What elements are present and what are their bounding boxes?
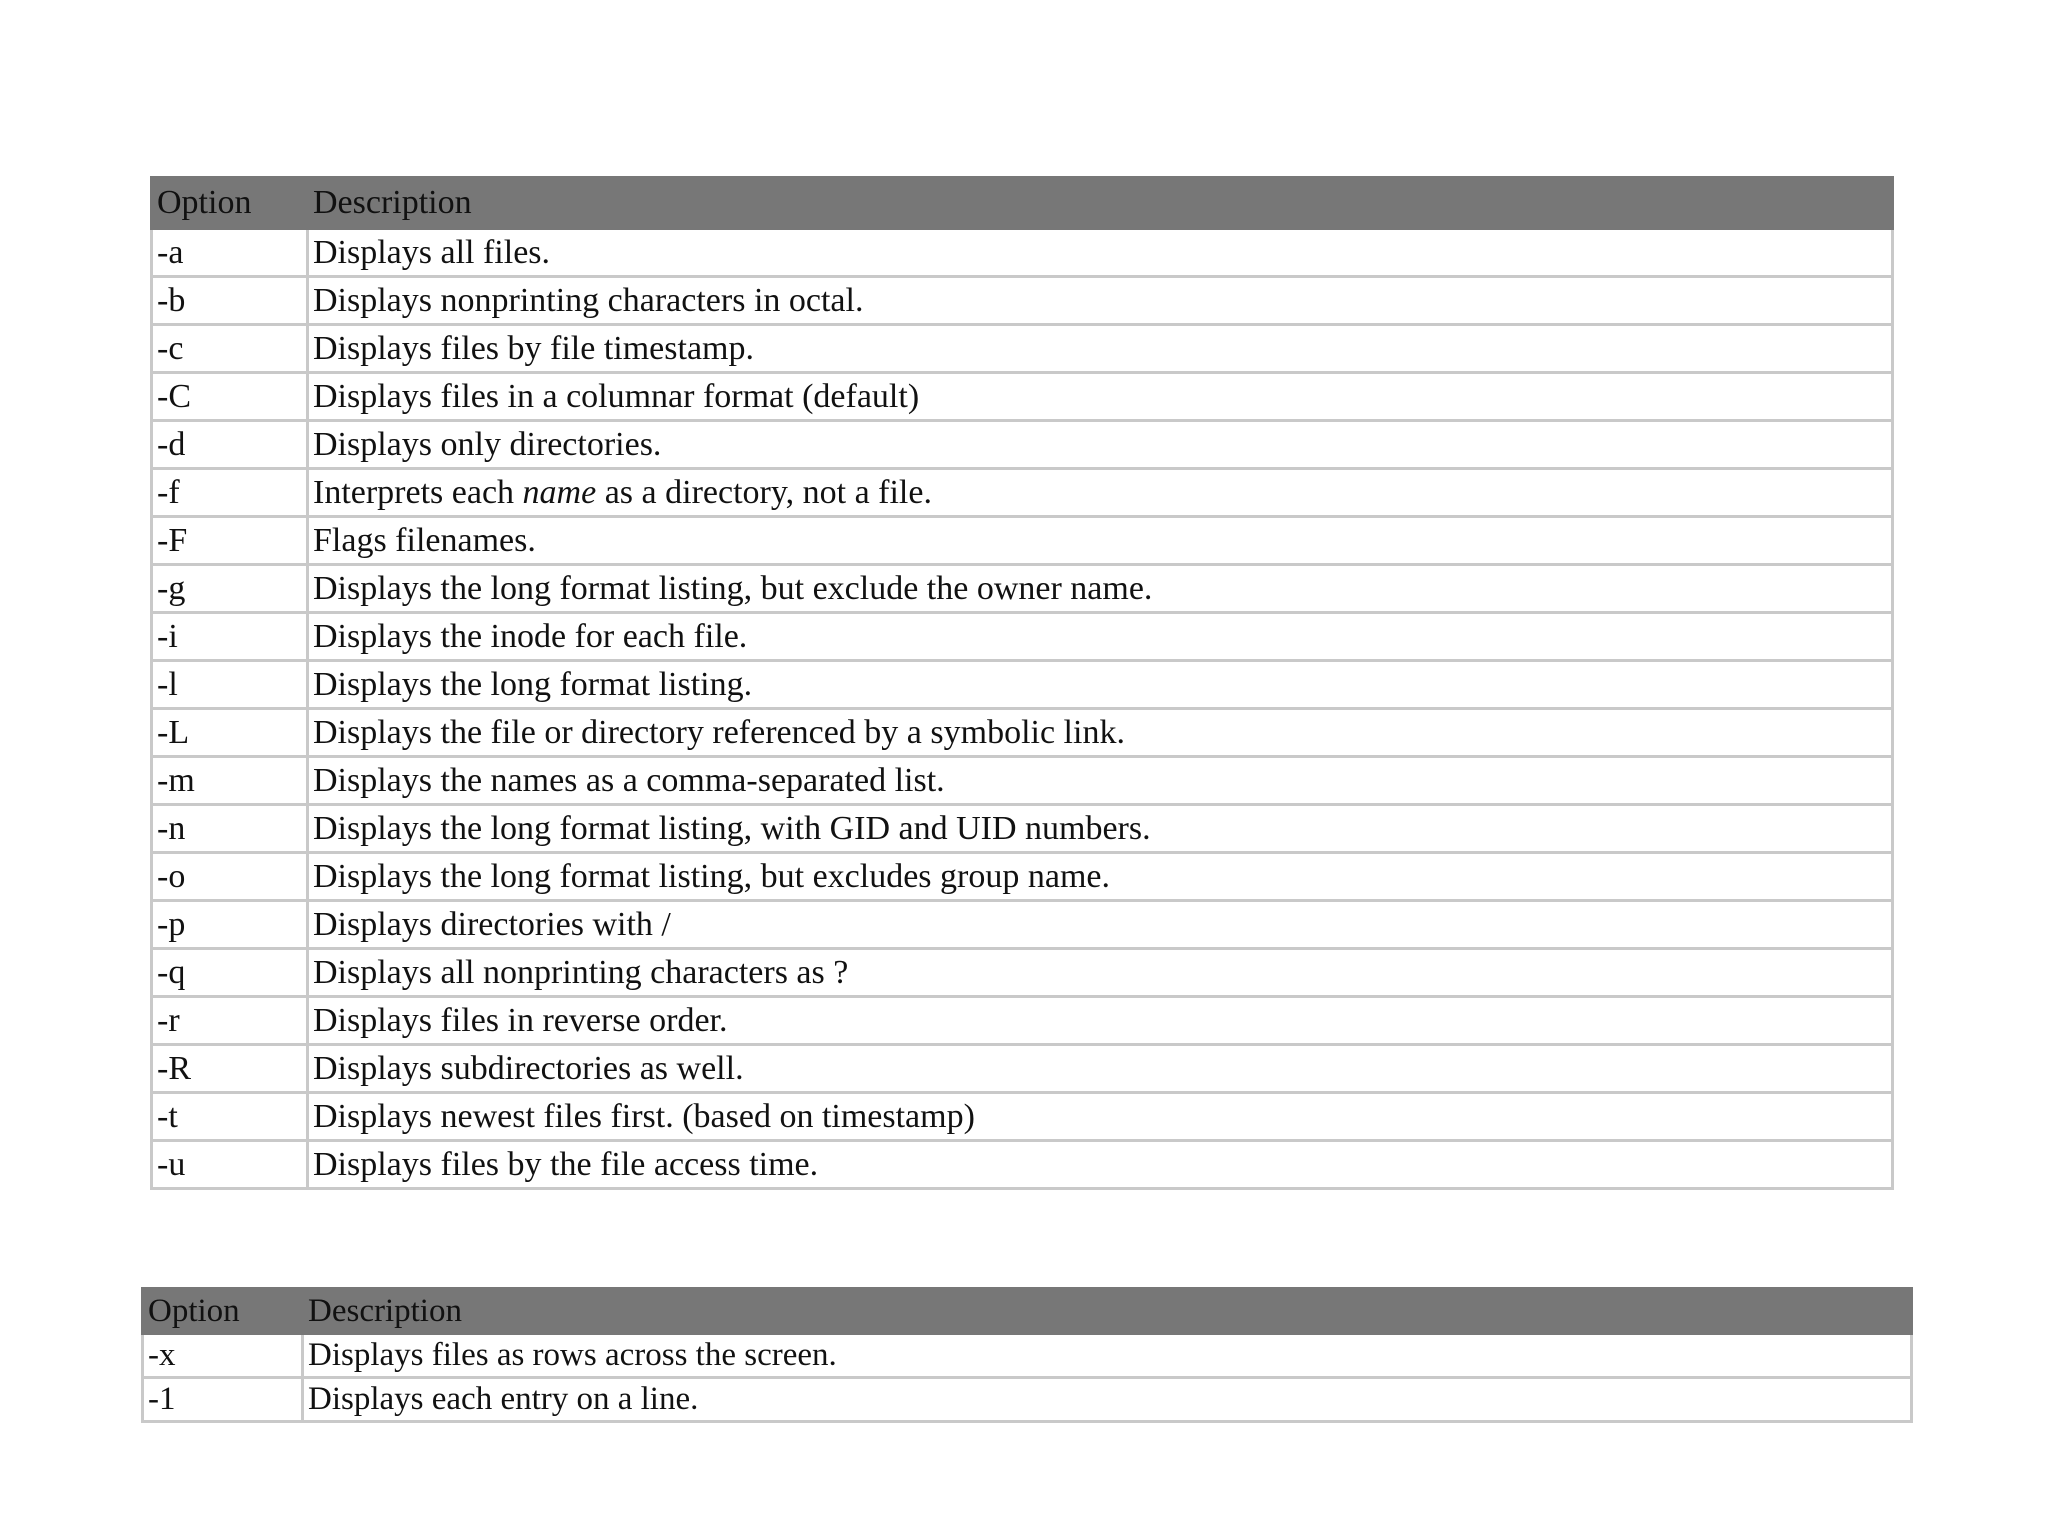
option-column-header: Option (152, 178, 308, 229)
option-cell: -g (152, 565, 308, 613)
option-cell: -t (152, 1093, 308, 1141)
table-row (152, 469, 1893, 517)
description-cell: Displays directories with / (308, 901, 1893, 949)
table-header-row (152, 178, 1893, 229)
table-row (152, 853, 1893, 901)
description-cell: Displays the names as a comma-separated list. (308, 757, 1893, 805)
option-cell: -p (152, 901, 308, 949)
option-cell: -1 (143, 1378, 303, 1422)
description-cell: Displays files in reverse order. (308, 997, 1893, 1045)
table-row (152, 229, 1893, 277)
option-cell: -c (152, 325, 308, 373)
option-cell: -x (143, 1334, 303, 1378)
description-cell: Displays files by file timestamp. (308, 325, 1893, 373)
description-cell: Displays the long format listing, but exclude the owner name. (308, 565, 1893, 613)
description-cell: Flags filenames. (308, 517, 1893, 565)
table-header-row (143, 1289, 1912, 1334)
option-cell: -L (152, 709, 308, 757)
options-table-2 (141, 1287, 1913, 1423)
description-cell: Displays the inode for each file. (308, 613, 1893, 661)
description-cell: Displays the long format listing, but excludes group name. (308, 853, 1893, 901)
option-cell: -C (152, 373, 308, 421)
description-cell (308, 469, 1893, 517)
option-cell: -a (152, 229, 308, 277)
option-cell: -d (152, 421, 308, 469)
option-cell: -l (152, 661, 308, 709)
description-column-header: Description (308, 178, 1893, 229)
option-cell: -F (152, 517, 308, 565)
table-row (152, 517, 1893, 565)
table-row (152, 949, 1893, 997)
table-row (152, 613, 1893, 661)
table-row (152, 421, 1893, 469)
table-row (152, 805, 1893, 853)
option-cell: -n (152, 805, 308, 853)
table-row (152, 325, 1893, 373)
description-text: Interprets each (313, 473, 523, 511)
description-cell: Displays the long format listing. (308, 661, 1893, 709)
option-cell: -i (152, 613, 308, 661)
description-cell: Displays subdirectories as well. (308, 1045, 1893, 1093)
option-cell: -f (152, 469, 308, 517)
table-row (143, 1334, 1912, 1378)
description-cell: Displays each entry on a line. (303, 1378, 1912, 1422)
description-cell: Displays nonprinting characters in octal. (308, 277, 1893, 325)
description-cell: Displays the long format listing, with GID and UID numbers. (308, 805, 1893, 853)
description-cell: Displays the file or directory referenced by a symbolic link. (308, 709, 1893, 757)
option-cell: -q (152, 949, 308, 997)
table-row (143, 1378, 1912, 1422)
table-row (152, 709, 1893, 757)
description-cell: Displays all nonprinting characters as ? (308, 949, 1893, 997)
table-row (152, 901, 1893, 949)
options-table-1 (150, 176, 1894, 1190)
option-cell: -m (152, 757, 308, 805)
description-cell: Displays all files. (308, 229, 1893, 277)
description-cell: Displays files as rows across the screen. (303, 1334, 1912, 1378)
description-cell: Displays files in a columnar format (default) (308, 373, 1893, 421)
option-cell: -R (152, 1045, 308, 1093)
table-row (152, 661, 1893, 709)
option-cell: -o (152, 853, 308, 901)
table-row (152, 373, 1893, 421)
table-row (152, 757, 1893, 805)
table-row (152, 1141, 1893, 1189)
description-text: as a directory, not a file. (596, 473, 932, 511)
description-column-header: Description (303, 1289, 1912, 1334)
option-cell: -u (152, 1141, 308, 1189)
option-cell: -b (152, 277, 308, 325)
table-row (152, 997, 1893, 1045)
table-row (152, 565, 1893, 613)
table-row (152, 1045, 1893, 1093)
description-cell: Displays newest files first. (based on timestamp) (308, 1093, 1893, 1141)
description-cell: Displays only directories. (308, 421, 1893, 469)
table-row (152, 1093, 1893, 1141)
name-placeholder-text: name (522, 473, 597, 511)
table-row (152, 277, 1893, 325)
option-column-header: Option (143, 1289, 303, 1334)
description-cell: Displays files by the file access time. (308, 1141, 1893, 1189)
option-cell: -r (152, 997, 308, 1045)
